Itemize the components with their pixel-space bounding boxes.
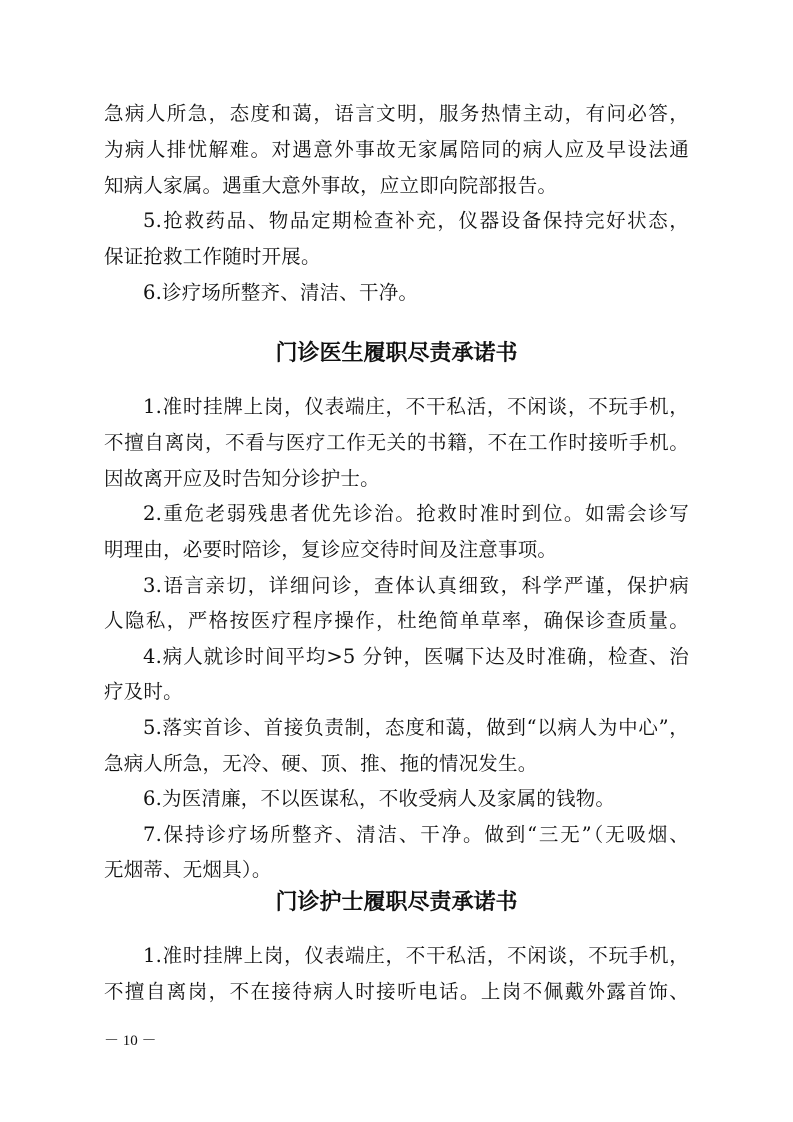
section-title-nurse: 门诊护士履职尽责承诺书 (275, 889, 518, 915)
paragraph-line: 5.抢救药品、物品定期检查补充，仪器设备保持完好状态， (143, 209, 689, 232)
paragraph-line: 不擅自离岗，不看与医疗工作无关的书籍，不在工作时接听手机。 (104, 431, 689, 454)
paragraph-line: 6.为医清廉，不以医谋私，不收受病人及家属的钱物。 (143, 787, 616, 810)
paragraph-line: 人隐私，严格按医疗程序操作，杜绝简单草率，确保诊查质量。 (104, 609, 689, 632)
paragraph-line: 7.保持诊疗场所整齐、清洁、干净。做到“三无”（无吸烟、 (143, 823, 689, 846)
paragraph-line: 知病人家属。遇重大意外事故，应立即向院部报告。 (104, 174, 558, 197)
paragraph-line: 为病人排忧解难。对遇意外事故无家属陪同的病人应及早设法通 (104, 138, 689, 161)
paragraph-line: 1.准时挂牌上岗，仪表端庄，不干私活，不闲谈，不玩手机， (143, 395, 689, 418)
paragraph-line: 急病人所急，无冷、硬、顶、推、拖的情况发生。 (104, 752, 538, 775)
paragraph-line: 明理由，必要时陪诊，复诊应交待时间及注意事项。 (104, 538, 558, 561)
page-number: － 10 － (104, 1033, 157, 1049)
paragraph-line: 6.诊疗场所整齐、清洁、干净。 (143, 281, 419, 304)
paragraph-line: 因故离开应及时告知分诊护士。 (104, 467, 380, 490)
paragraph-line: 5.落实首诊、首接负责制，态度和蔼，做到“以病人为中心”， (143, 716, 689, 739)
paragraph-line: 无烟蒂、无烟具）。 (104, 858, 272, 881)
paragraph-line: 2.重危老弱残患者优先诊治。抢救时准时到位。如需会诊写 (143, 502, 689, 525)
paragraph-line: 3.语言亲切，详细问诊，查体认真细致，科学严谨，保护病 (143, 574, 689, 597)
section-title-doctor: 门诊医生履职尽责承诺书 (275, 340, 518, 366)
paragraph-line: 疗及时。 (104, 680, 183, 703)
paragraph-line: 不擅自离岗，不在接待病人时接听电话。上岗不佩戴外露首饰、 (104, 980, 689, 1003)
paragraph-line: 急病人所急，态度和蔼，语言文明，服务热情主动，有问必答， (104, 102, 689, 125)
paragraph-line: 4.病人就诊时间平均>5 分钟，医嘱下达及时准确，检查、治 (143, 645, 689, 668)
paragraph-line: 保证抢救工作随时开展。 (104, 245, 321, 268)
paragraph-line: 1.准时挂牌上岗，仪表端庄，不干私活，不闲谈，不玩手机， (143, 944, 689, 967)
